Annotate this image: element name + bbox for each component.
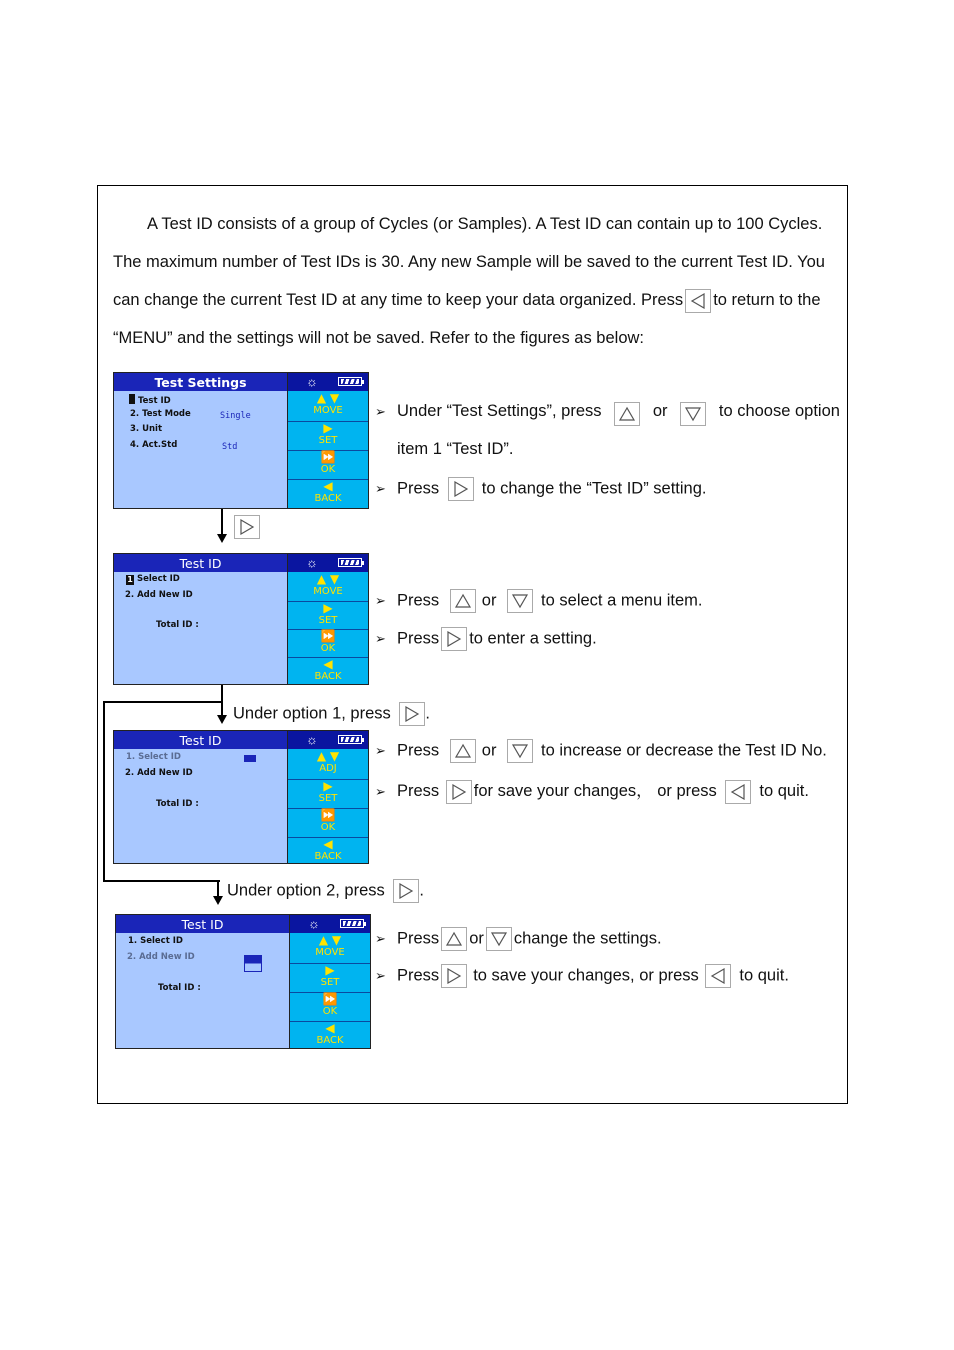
back-button: ◀ BACK <box>288 837 368 865</box>
set-button: ▶ SET <box>288 779 368 808</box>
left-arrow-icon: ◀ <box>325 1021 335 1035</box>
double-right-arrow-icon: ⏩ <box>320 450 336 464</box>
menu-item-add-new-id: 2. Add New ID <box>127 952 195 962</box>
move-button: ▲ ▼ MOVE <box>288 392 368 420</box>
id-number-field <box>244 755 256 762</box>
status-bar <box>288 554 368 572</box>
brightness-icon: ☼ <box>308 916 320 931</box>
bullet-arrow-icon: ➢ <box>375 968 386 984</box>
flow-line-branch <box>103 701 222 703</box>
intro-paragraph <box>113 205 840 357</box>
new-id-field <box>244 955 262 972</box>
flow-line-branch <box>103 701 105 882</box>
intro-line-3a: can change the current Test ID at any time to keep your data organized. Press <box>113 291 684 309</box>
lcd-screen-test-settings <box>113 372 369 509</box>
total-id-label: Total ID : <box>158 983 201 993</box>
menu-item-select-id: 1. Select ID <box>128 936 183 946</box>
set-button: ▶ SET <box>288 421 368 450</box>
down-key-icon <box>507 739 533 763</box>
battery-icon <box>340 919 364 928</box>
right-key-icon <box>446 780 472 804</box>
menu-item-test-mode: 2. Test Mode <box>130 409 191 419</box>
bullet-arrow-icon: ➢ <box>375 404 386 419</box>
down-key-icon <box>486 927 512 951</box>
ok-button: ⏩ OK <box>288 629 368 657</box>
cursor: 1 <box>127 575 133 584</box>
step2-bullet-1: ➢ Press or to select a menu item. <box>375 589 702 613</box>
bullet-arrow-icon: ➢ <box>375 481 386 497</box>
flow-line-branch <box>103 880 220 882</box>
ok-button: ⏩ OK <box>288 808 368 837</box>
step4-bullet-1: ➢ Press or change the settings. <box>375 927 662 951</box>
flow-arrowhead <box>213 896 223 905</box>
step4-bullet-2: ➢ Press to save your changes, or press to quit. <box>375 964 789 988</box>
up-key-icon <box>441 927 467 951</box>
menu-item-test-id: Test ID <box>129 394 171 406</box>
step1-bullet-1: ➢ Under “Test Settings”, press or to choose option <box>375 402 840 426</box>
step1-bullet-1-cont: item 1 “Test ID”. <box>397 440 514 458</box>
status-bar <box>288 373 368 391</box>
total-id-label: Total ID : <box>156 620 199 630</box>
flow-arrowhead <box>217 715 227 724</box>
step1-bullet-2: ➢ Press to change the “Test ID” setting. <box>375 477 706 501</box>
battery-icon <box>338 558 362 567</box>
left-arrow-icon: ◀ <box>323 479 333 493</box>
cursor <box>129 394 135 404</box>
battery-icon <box>338 377 362 386</box>
intro-line-4: “MENU” and the settings will not be saved. Refer to the figures as below: <box>113 329 645 347</box>
intro-line-2: The maximum number of Test IDs is 30. Any new Sample will be saved to the current Test ID. You <box>113 253 825 271</box>
bullet-arrow-icon: ➢ <box>375 784 386 799</box>
right-key-icon <box>441 627 467 651</box>
right-key-icon <box>234 515 260 539</box>
right-key-icon <box>441 964 467 988</box>
menu-item-unit: 3. Unit <box>130 424 163 434</box>
lcd-screen-select-id <box>113 730 369 864</box>
right-arrow-icon: ▶ <box>323 779 333 793</box>
screen-title: Test ID <box>116 915 289 933</box>
bullet-arrow-icon: ➢ <box>375 931 386 947</box>
back-button: ◀ BACK <box>288 479 368 509</box>
up-key-icon <box>450 739 476 763</box>
left-key-icon <box>685 289 711 313</box>
intro-line-1: A Test ID consists of a group of Cycles (or Samples). A Test ID can contain up to 100 Cycles. <box>147 215 823 233</box>
move-button: ▲ ▼ MOVE <box>290 934 370 962</box>
step3-bullet-1: ➢ Press or to increase or decrease the Test ID No. <box>375 739 827 763</box>
menu-item-add-new-id: 2. Add New ID <box>125 590 193 600</box>
down-key-icon <box>507 589 533 613</box>
set-button: ▶ SET <box>288 601 368 629</box>
lcd-screen-add-new-id <box>115 914 371 1049</box>
battery-icon <box>338 735 362 744</box>
step3-bullet-2: ➢ Press for save your changes， or press to quit. <box>375 777 809 804</box>
right-key-icon <box>399 702 425 726</box>
note-option-2: Under option 2, press . <box>227 879 424 903</box>
flow-line <box>221 509 223 535</box>
double-right-arrow-icon: ⏩ <box>320 808 336 822</box>
status-bar <box>288 731 368 749</box>
right-key-icon <box>448 477 474 501</box>
back-button: ◀ BACK <box>290 1021 370 1050</box>
brightness-icon: ☼ <box>306 732 318 747</box>
back-button: ◀ BACK <box>288 657 368 685</box>
bullet-arrow-icon: ➢ <box>375 743 386 759</box>
menu-item-select-id: 1 Select ID <box>127 574 180 584</box>
move-button: ▲ ▼ MOVE <box>288 573 368 600</box>
menu-item-act-std: 4. Act.Std <box>130 440 178 450</box>
act-std-value: Std <box>222 442 238 452</box>
lcd-screen-test-id <box>113 553 369 685</box>
screen-title: Test ID <box>114 554 287 572</box>
up-down-arrows-icon: ▲ ▼ <box>318 933 342 947</box>
ok-button: ⏩ OK <box>290 992 370 1021</box>
intro-line-3b: to return to the <box>713 291 821 309</box>
menu-item-select-id: 1. Select ID <box>126 752 181 762</box>
double-right-arrow-icon: ⏩ <box>320 629 336 643</box>
right-key-icon <box>393 879 419 903</box>
double-right-arrow-icon: ⏩ <box>322 992 338 1006</box>
down-key-icon <box>680 402 706 426</box>
right-arrow-icon: ▶ <box>323 601 333 615</box>
up-down-arrows-icon: ▲ ▼ <box>316 572 340 586</box>
set-button: ▶ SET <box>290 963 370 992</box>
screen-title: Test ID <box>114 731 287 749</box>
screen-title: Test Settings <box>114 373 287 391</box>
bullet-arrow-icon: ➢ <box>375 593 386 609</box>
menu-item-add-new-id: 2. Add New ID <box>125 768 193 778</box>
up-key-icon <box>450 589 476 613</box>
brightness-icon: ☼ <box>306 555 318 570</box>
total-id-label: Total ID : <box>156 799 199 809</box>
step2-bullet-2: ➢ Press to enter a setting. <box>375 627 597 651</box>
up-down-arrows-icon: ▲ ▼ <box>316 391 340 405</box>
adj-button: ▲ ▼ ADJ <box>288 750 368 778</box>
right-arrow-icon: ▶ <box>323 421 333 435</box>
up-key-icon <box>614 402 640 426</box>
left-key-icon <box>705 964 731 988</box>
left-key-icon <box>725 780 751 804</box>
flow-arrowhead <box>217 534 227 543</box>
bullet-arrow-icon: ➢ <box>375 631 386 647</box>
left-arrow-icon: ◀ <box>323 837 333 851</box>
right-arrow-icon: ▶ <box>325 963 335 977</box>
left-arrow-icon: ◀ <box>323 657 333 671</box>
ok-button: ⏩ OK <box>288 450 368 479</box>
up-down-arrows-icon: ▲ ▼ <box>316 749 340 763</box>
brightness-icon: ☼ <box>306 374 318 389</box>
test-mode-value: Single <box>220 411 251 421</box>
status-bar <box>290 915 370 933</box>
note-option-1: Under option 1, press . <box>233 702 430 726</box>
